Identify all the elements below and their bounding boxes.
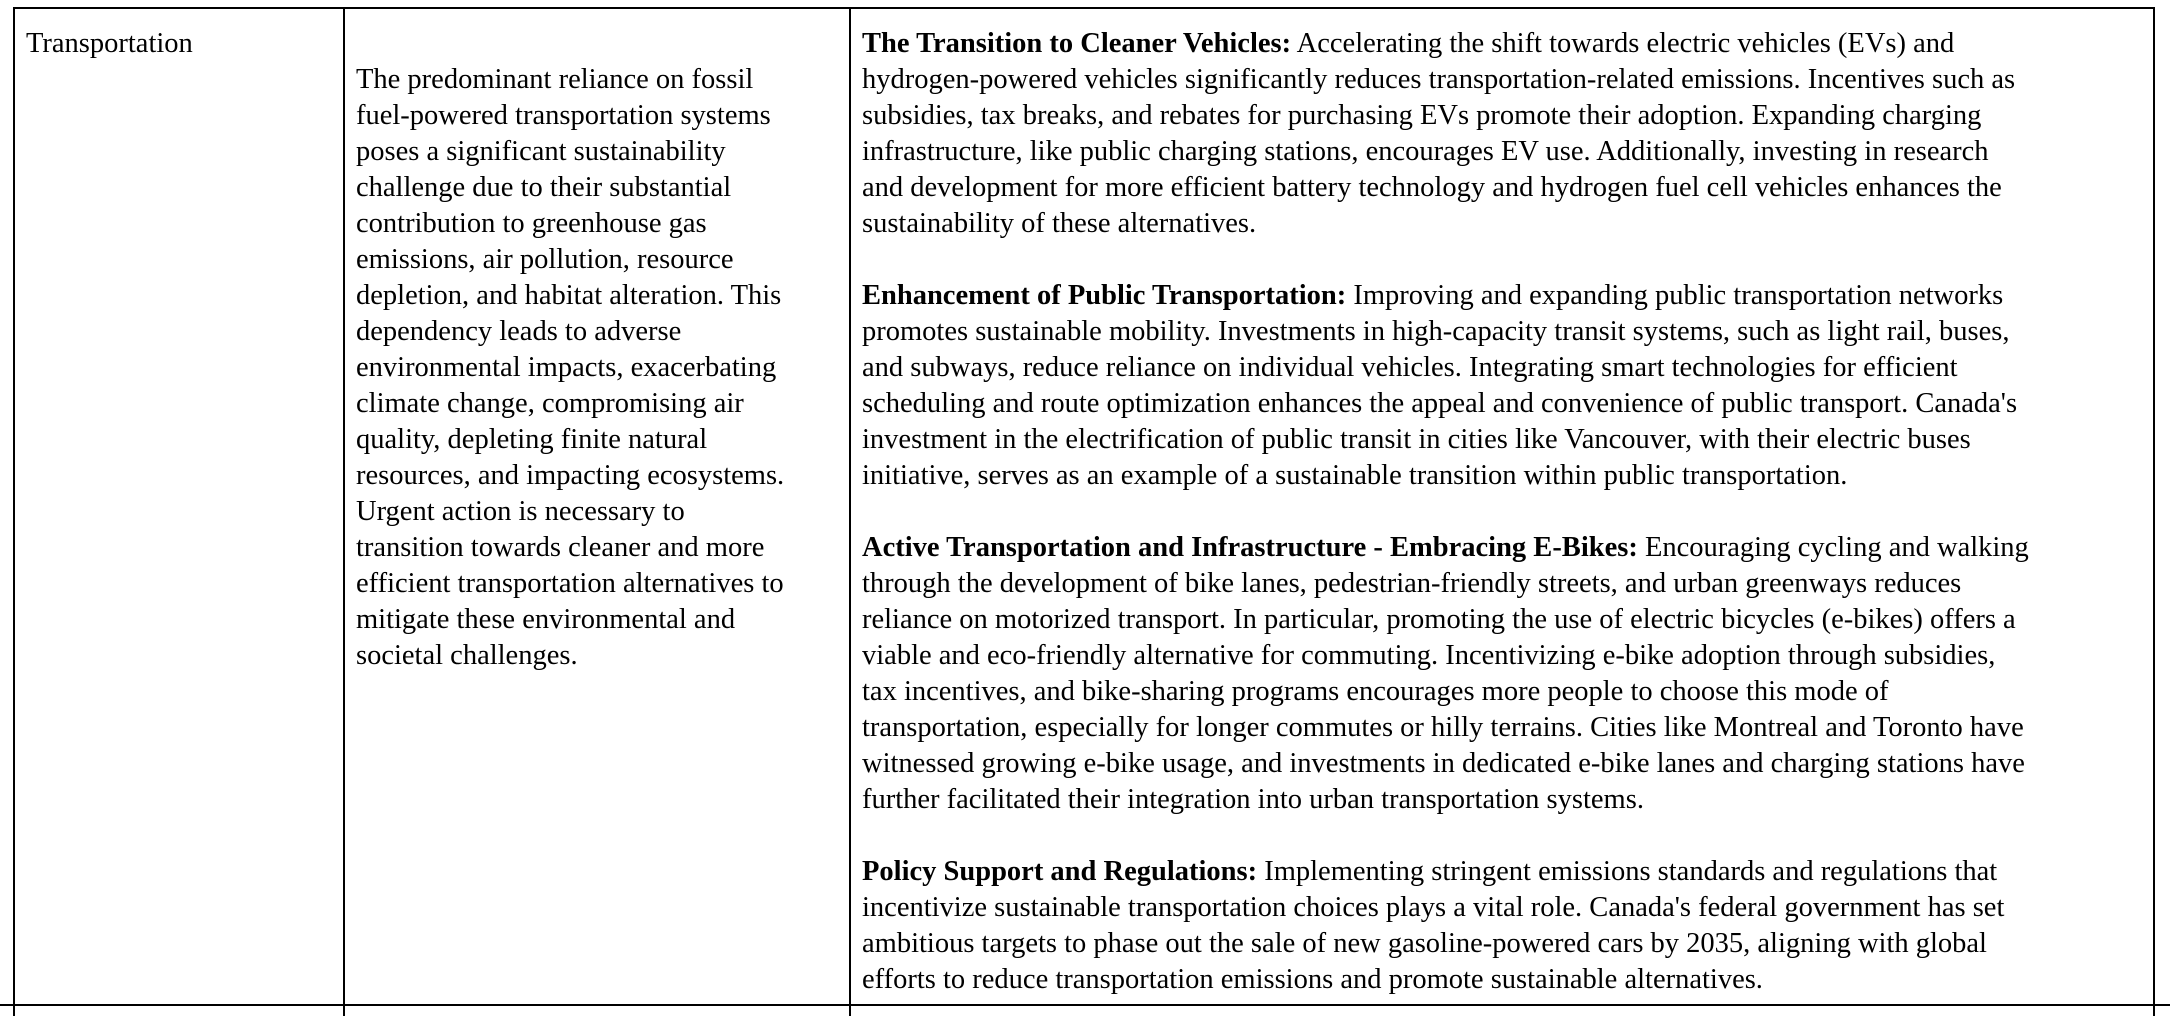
solution-text: Improving and expanding public transportation networks promotes sustainable mobility. Investments in high-capacity transit systems, such as light rail, buses, and subways, reduce reliance on individual vehicles. Integrating smart technologies for efficient scheduling and route optimization enhances the appeal and convenience of public transport. Canada's investment in the electrification of public transit in cities like Vancouver, with their electric buses initiative, serves as an example of a sustainable transition within public transportation. [862, 280, 2018, 491]
solution-text: Accelerating the shift towards electric vehicles (EVs) and hydrogen-powered vehicles significantly reduces transportation-related emissions. Incentives such as subsidies, tax breaks, and rebates for purchasing EVs promote their adoption. Expanding charging infrastructure, like public charging stations, encourages EV use. Additionally, investing in research and development for more efficient battery technology and hydrogen fuel cell vehicles enhances the sustainability of these alternatives. [862, 28, 2016, 239]
column-divider-1 [343, 7, 345, 1016]
table-top-border [13, 7, 2155, 9]
challenge-cell [356, 26, 841, 674]
solution-paragraph-public-transportation [862, 278, 2148, 494]
table-right-border [2153, 7, 2155, 1016]
solution-paragraph-active-transportation [862, 530, 2148, 818]
challenge-text: The predominant reliance on fossil fuel-powered transportation systems poses a significant sustainability challenge due to their substantial contribution to greenhouse gas emissions, air pollution, resource depletion, and habitat alteration. This dependency leads to adverse environmental impacts, exacerbating climate change, compromising air quality, depleting finite natural resources, and impacting ecosystems. Urgent action is necessary to transition towards cleaner and more efficient transportation alternatives to mitigate these environmental and societal challenges. [356, 64, 785, 671]
solution-paragraph-policy-support [862, 854, 2148, 998]
solution-title: Policy Support and Regulations: [862, 856, 1258, 887]
solution-text: Encouraging cycling and walking through the development of bike lanes, pedestrian-friendly streets, and urban greenways reduces reliance on motorized transport. In particular, promoting the use of electric bicycles (e-bikes) offers a viable and eco-friendly alternative for commuting. Incentivizing e-bike adoption through subsidies, tax incentives, and bike-sharing programs encourages more people to choose this mode of transportation, especially for longer commutes or hilly terrains. Cities like Montreal and Toronto have witnessed growing e-bike usage, and investments in dedicated e-bike lanes and charging stations have further facilitated their integration into urban transportation systems. [862, 532, 2029, 815]
solution-title: Active Transportation and Infrastructure - Embracing E-Bikes: [862, 532, 1638, 563]
solution-title: Enhancement of Public Transportation: [862, 280, 1347, 311]
table-left-border [13, 7, 15, 1016]
column-divider-2 [849, 7, 851, 1016]
table-row-divider [0, 1004, 2170, 1006]
solution-title: The Transition to Cleaner Vehicles: [862, 28, 1292, 59]
category-cell [26, 26, 326, 62]
solution-text: Implementing stringent emissions standards and regulations that incentivize sustainable transportation choices plays a vital role. Canada's federal government has set ambitious targets to phase out the sale of new gasoline-powered cars by 2035, aligning with global efforts to reduce transportation emissions and promote sustainable alternatives. [862, 856, 2005, 995]
solution-paragraph-cleaner-vehicles [862, 26, 2148, 242]
category-text: Transportation [26, 28, 193, 59]
solutions-cell [862, 26, 2148, 998]
